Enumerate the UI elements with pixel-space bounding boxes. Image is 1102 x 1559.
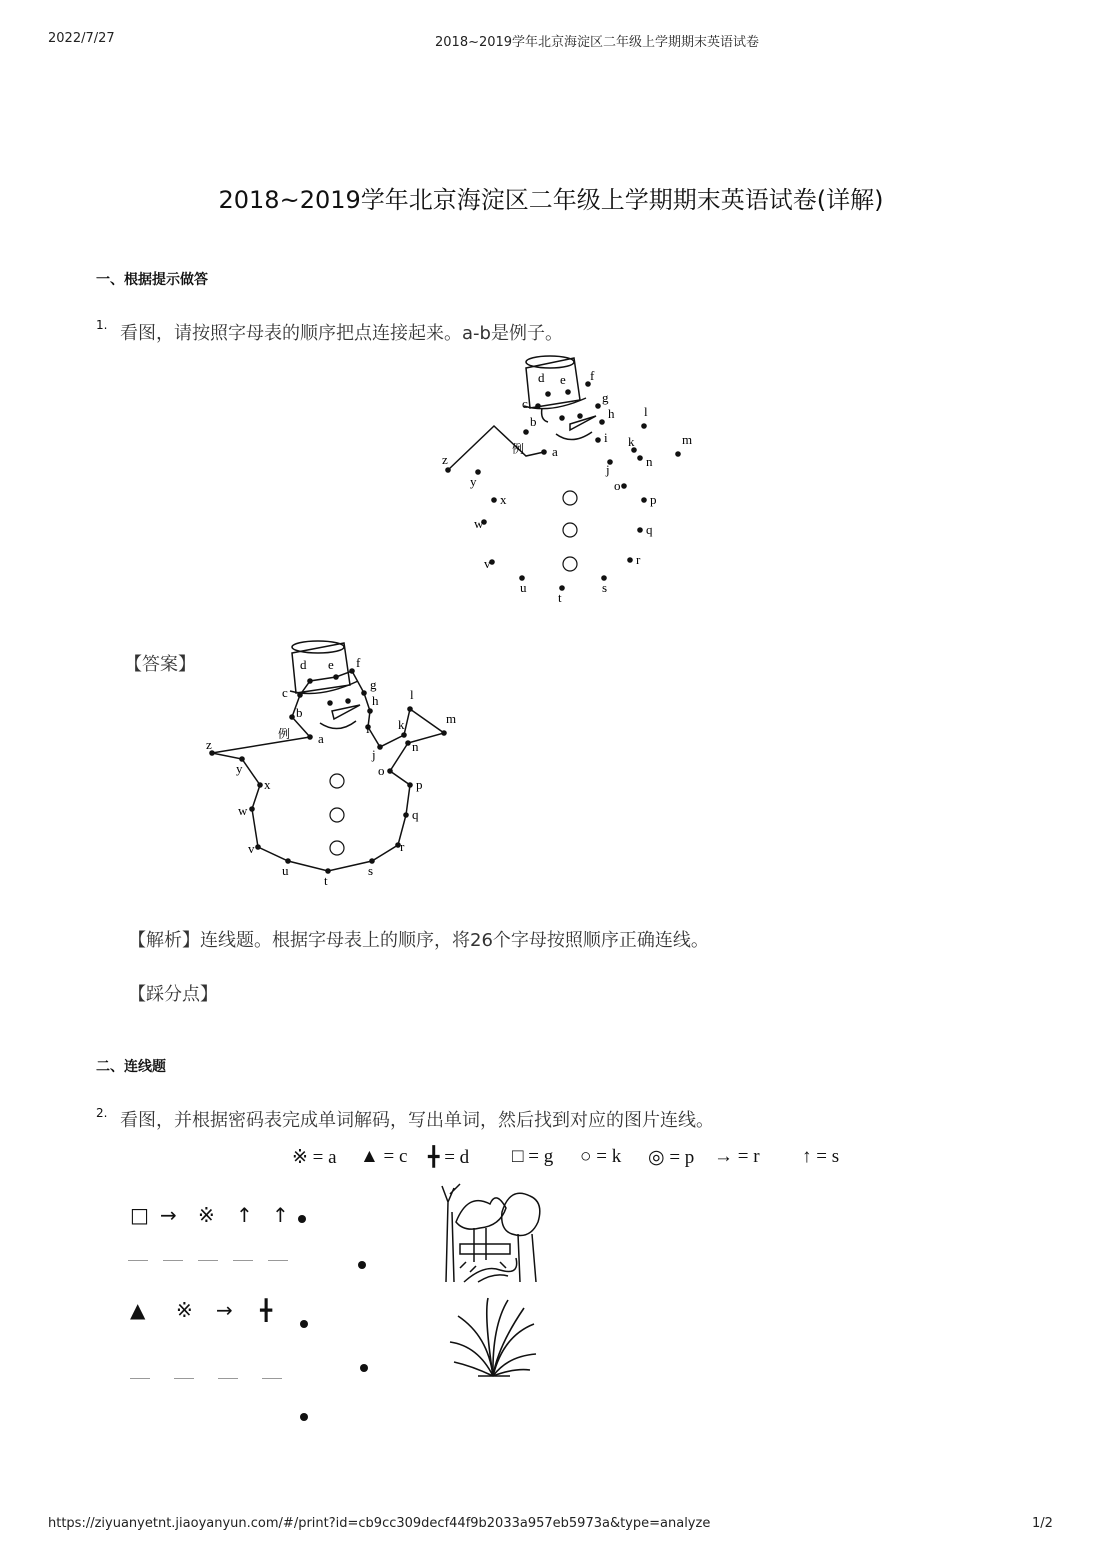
dot-label-r: r xyxy=(636,552,641,567)
dot-label-l: l xyxy=(410,687,414,702)
dot-label-f: f xyxy=(590,368,595,383)
dot-b xyxy=(289,714,295,720)
dot-label-q: q xyxy=(646,522,653,537)
dot-e xyxy=(565,389,571,395)
dot-label-o: o xyxy=(378,763,385,778)
snowman-answer-figure xyxy=(200,635,470,890)
dot-label-m: m xyxy=(682,432,693,447)
dot-w xyxy=(249,806,255,812)
dot-label-p: p xyxy=(416,777,423,792)
dot-label-s: s xyxy=(602,580,608,595)
dot-label-k: k xyxy=(628,434,635,449)
word2-match-dot[interactable] xyxy=(300,1320,308,1328)
dot-m xyxy=(441,730,447,736)
scoring-points-label: 【踩分点】 xyxy=(128,984,218,1005)
dot-d xyxy=(307,678,313,684)
dot-j xyxy=(377,744,383,750)
analysis-text: 【解析】连线题。根据字母表上的顺序，将26个字母按照顺序正确连线。 xyxy=(128,930,709,951)
dot-g xyxy=(595,403,601,409)
bucket-hat-icon xyxy=(524,356,586,409)
example-label: 例 xyxy=(278,727,291,741)
key-p: ◎ = p xyxy=(648,1147,695,1168)
word2-blank[interactable] xyxy=(262,1378,282,1379)
dot-m xyxy=(675,451,681,457)
word1-blank[interactable] xyxy=(128,1260,148,1261)
dot-label-j: j xyxy=(372,747,376,762)
dot-o xyxy=(387,768,393,774)
word1-symbol-4: ↑ xyxy=(236,1203,253,1227)
word2-blank[interactable] xyxy=(218,1378,238,1379)
dot-label-j: j xyxy=(606,462,610,477)
example-label: 例 xyxy=(512,442,525,456)
dot-label-i: i xyxy=(366,721,370,736)
dot-label-c: c xyxy=(522,396,528,411)
dot-f xyxy=(349,668,355,674)
dot-label-x: x xyxy=(264,777,271,792)
dot-q xyxy=(403,812,409,818)
q2-text: 看图，并根据密码表完成单词解码，写出单词，然后找到对应的图片连线。 xyxy=(120,1110,714,1131)
dot-label-y: y xyxy=(470,474,477,489)
dot-label-t: t xyxy=(324,873,328,888)
dot-d xyxy=(545,391,551,397)
dot-label-m: m xyxy=(446,711,457,726)
dot-label-s: s xyxy=(368,863,374,878)
dot-x xyxy=(257,782,263,788)
dot-label-w: w xyxy=(238,803,248,818)
dot-label-d: d xyxy=(538,370,545,385)
dot-label-u: u xyxy=(282,863,289,878)
dot-r xyxy=(627,557,633,563)
dot-label-h: h xyxy=(608,406,615,421)
dot-i xyxy=(595,437,601,443)
dot-label-q: q xyxy=(412,807,419,822)
bottom-match-dot[interactable] xyxy=(300,1413,308,1421)
dot-label-z: z xyxy=(442,452,448,467)
section1-heading: 一、根据提示做答 xyxy=(96,272,208,288)
word1-symbol-3: ※ xyxy=(198,1203,215,1227)
dot-label-u: u xyxy=(520,580,527,595)
word1-blank[interactable] xyxy=(163,1260,183,1261)
dot-label-w: w xyxy=(474,516,484,531)
section2-heading: 二、连线题 xyxy=(96,1059,166,1075)
dot-label-f: f xyxy=(356,655,361,670)
key-r: → = r xyxy=(714,1146,760,1167)
word2-blank[interactable] xyxy=(130,1378,150,1379)
key-g: □ = g xyxy=(512,1146,554,1167)
dot-label-g: g xyxy=(370,677,377,692)
dot-q xyxy=(637,527,643,533)
snowman-face-icon xyxy=(320,699,360,729)
dot-label-n: n xyxy=(646,454,653,469)
dot-o xyxy=(621,483,627,489)
dot-label-r: r xyxy=(400,839,405,854)
dot-label-v: v xyxy=(484,556,491,571)
dot-n xyxy=(405,740,411,746)
page-title: 2018~2019学年北京海淀区二年级上学期期末英语试卷(详解) xyxy=(218,186,884,214)
dot-h xyxy=(599,419,605,425)
dot-v xyxy=(255,844,261,850)
footer-page-number: 1/2 xyxy=(1032,1516,1053,1531)
dot-label-b: b xyxy=(296,705,303,720)
dot-n xyxy=(637,455,643,461)
dot-label-k: k xyxy=(398,717,405,732)
word2-blank[interactable] xyxy=(174,1378,194,1379)
dot-p xyxy=(407,782,413,788)
word1-blank[interactable] xyxy=(268,1260,288,1261)
word1-symbol-5: ↑ xyxy=(272,1203,289,1227)
header-date: 2022/7/27 xyxy=(48,31,115,46)
word2-symbol-1: ▲ xyxy=(130,1298,146,1322)
dot-label-v: v xyxy=(248,841,255,856)
dot-label-a: a xyxy=(318,731,324,746)
dot-c xyxy=(535,403,541,409)
dot-c xyxy=(297,692,303,698)
dot-x xyxy=(491,497,497,503)
dot-label-c: c xyxy=(282,685,288,700)
dot-a xyxy=(541,449,547,455)
dot-label-o: o xyxy=(614,478,621,493)
button-icons xyxy=(330,774,344,855)
key-d: ╋ = d xyxy=(428,1147,470,1168)
header-doc-title: 2018~2019学年北京海淀区二年级上学期期末英语试卷 xyxy=(435,35,760,50)
forest-park-picture[interactable] xyxy=(440,1182,548,1286)
snowman-dot-puzzle xyxy=(430,350,710,610)
snowman-face-icon xyxy=(542,408,596,440)
footer-url: https://ziyuanyetnt.jiaoyanyun.com/#/print?id=cb9cc309decf44f9b2033a957eb5973a&type=analyze xyxy=(48,1516,711,1531)
dot-label-t: t xyxy=(558,590,562,605)
button-icons xyxy=(563,491,577,571)
dot-l xyxy=(407,706,413,712)
dot-label-x: x xyxy=(500,492,507,507)
word1-symbol-1: □ xyxy=(130,1203,149,1227)
word2-symbol-2: ※ xyxy=(176,1298,193,1322)
dot-label-n: n xyxy=(412,739,419,754)
dot-label-i: i xyxy=(604,430,608,445)
middle-match-dot[interactable] xyxy=(360,1364,368,1372)
dot-label-l: l xyxy=(644,404,648,419)
q1-number: 1. xyxy=(96,318,108,332)
dot-label-e: e xyxy=(328,657,334,672)
word1-symbol-2: → xyxy=(160,1203,177,1227)
dot-label-e: e xyxy=(560,372,566,387)
dot-label-g: g xyxy=(602,390,609,405)
grass-plant-picture[interactable] xyxy=(448,1296,538,1378)
word2-symbol-3: → xyxy=(216,1298,233,1322)
dot-p xyxy=(641,497,647,503)
q1-text: 看图，请按照字母表的顺序把点连接起来。a-b是例子。 xyxy=(120,323,563,344)
word1-blank[interactable] xyxy=(233,1260,253,1261)
dot-g xyxy=(361,690,367,696)
answer-label: 【答案】 xyxy=(124,654,196,675)
dot-b xyxy=(523,429,529,435)
dot-z xyxy=(445,467,451,473)
dot-label-y: y xyxy=(236,761,243,776)
word2-symbol-4: ╋ xyxy=(260,1298,273,1322)
dot-e xyxy=(333,674,339,680)
q2-number: 2. xyxy=(96,1106,108,1120)
dot-label-p: p xyxy=(650,492,657,507)
key-s: ↑ = s xyxy=(802,1146,840,1167)
key-a: ※ = a xyxy=(292,1147,337,1168)
dot-label-a: a xyxy=(552,444,558,459)
dot-h xyxy=(367,708,373,714)
word1-match-dot[interactable] xyxy=(298,1215,306,1223)
dot-label-b: b xyxy=(530,414,537,429)
key-k: ○ = k xyxy=(580,1146,622,1167)
dot-l xyxy=(641,423,647,429)
word1-blank[interactable] xyxy=(198,1260,218,1261)
example-line xyxy=(448,426,544,470)
dot-k xyxy=(401,732,407,738)
dot-label-d: d xyxy=(300,657,307,672)
dot-label-z: z xyxy=(206,737,212,752)
key-c: ▲ = c xyxy=(360,1146,408,1167)
dot-a xyxy=(307,734,313,740)
dot-label-h: h xyxy=(372,693,379,708)
middle-match-dot[interactable] xyxy=(358,1261,366,1269)
